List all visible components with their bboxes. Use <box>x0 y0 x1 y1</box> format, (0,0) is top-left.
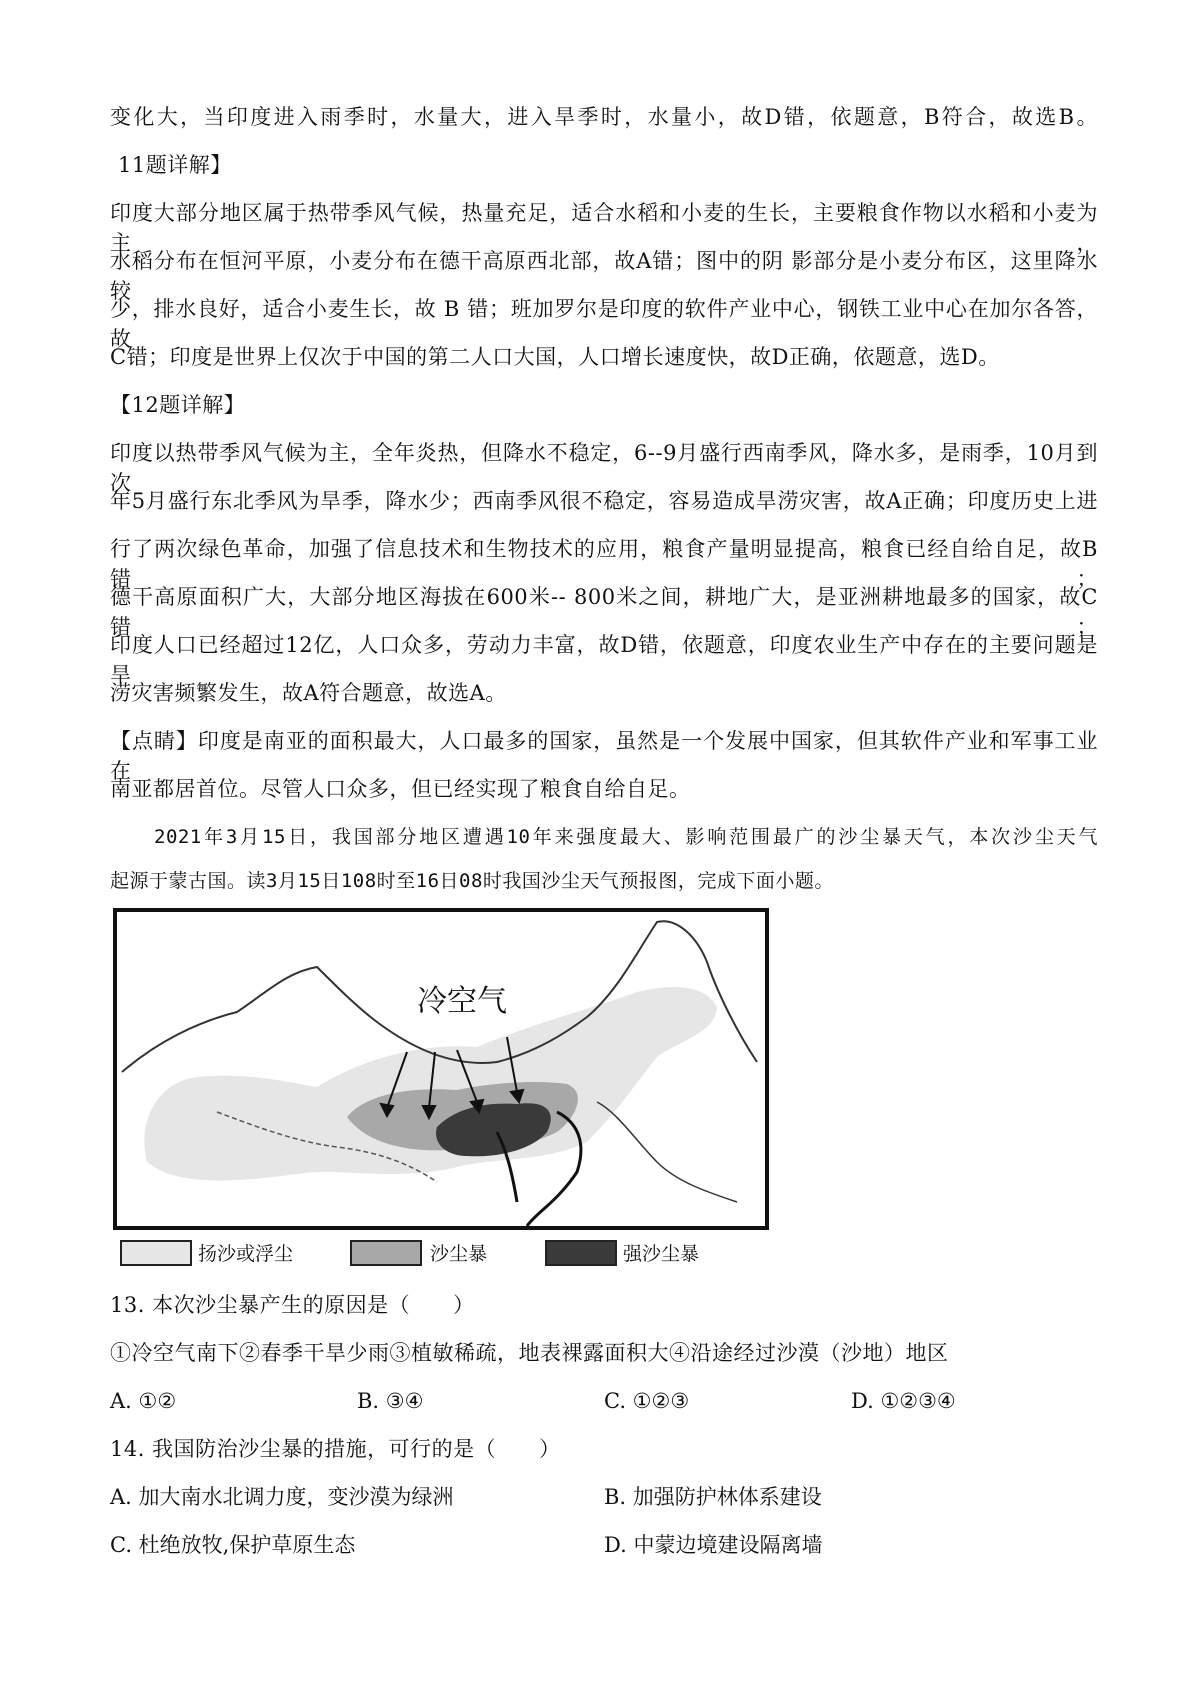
key-point-note-line: 【点睛】印度是南亚的面积最大，人口最多的国家，虽然是一个发展中国家，但其软件产业和军事工业在 <box>110 729 1098 783</box>
q12-explanation-line: 印度以热带季风气候为主，全年炎热，但降水不稳定，6--9月盛行西南季风，降水多，是雨季，10月到次 <box>110 441 1098 495</box>
q14-option-b[interactable]: B. 加强防护林体系建设 <box>604 1485 822 1509</box>
q11-explanation-line: 少，排水良好，适合小麦生长，故 B 错；班加罗尔是印度的软件产业中心，钢铁工业中心在加尔各答，故 <box>110 297 1098 351</box>
q14-stem: 14. 我国防治沙尘暴的措施，可行的是（ ） <box>110 1437 561 1461</box>
q12-explanation-line: 德干高原面积广大，大部分地区海拔在600米-- 800米之间，耕地广大，是亚洲耕地最多的国家，故C错； <box>110 585 1098 639</box>
q11-explanation-line: 水稻分布在恒河平原，小麦分布在德干高原西北部，故A错；图中的阴 影部分是小麦分布区，这里降水较 <box>110 249 1098 303</box>
q14-option-c[interactable]: C. 杜绝放牧,保护草原生态 <box>110 1533 356 1557</box>
key-point-note-line: 南亚都居首位。尽管人口众多，但已经实现了粮食自给自足。 <box>110 777 691 801</box>
map-drawing <box>117 912 765 1226</box>
legend-swatch-light-dust <box>120 1240 192 1266</box>
q11-explanation-heading: 11题详解】 <box>118 153 232 177</box>
q13-option-a[interactable]: A. ①② <box>110 1389 177 1413</box>
map-legend <box>120 1240 780 1270</box>
q11-explanation-line: 印度大部分地区属于热带季风气候，热量充足，适合水稻和小麦的生长，主要粮食作物以水稻和小麦为主， <box>110 201 1098 255</box>
q12-explanation-line: 行了两次绿色革命，加强了信息技术和生物技术的应用，粮食产量明显提高，粮食已经自给自足，故B错； <box>110 537 1098 591</box>
q12-explanation-line: 涝灾害频繁发生，故A符合题意，故选A。 <box>110 681 507 705</box>
material-intro-line: 起源于蒙古国。读3月15日108时至16日08时我国沙尘天气预报图，完成下面小题。 <box>110 870 834 892</box>
q11-explanation-line: C错；印度是世界上仅次于中国的第二人口大国，人口增长速度快，故D正确，依题意，选D。 <box>110 345 1000 369</box>
material-intro-line: 2021年3月15日，我国部分地区遭遇10年来强度最大、影响范围最广的沙尘暴天气，本次沙尘天气 <box>154 826 1098 848</box>
answer-paragraph-line: 变化大，当印度进入雨季时，水量大，进入旱季时，水量小，故D错，依题意，B符合，故选B。 <box>110 105 1098 129</box>
q14-option-d[interactable]: D. 中蒙边境建设隔离墙 <box>604 1533 823 1557</box>
q14-option-a[interactable]: A. 加大南水北调力度，变沙漠为绿洲 <box>110 1485 454 1509</box>
dust-weather-forecast-map <box>113 908 769 1230</box>
q13-stem: 13. 本次沙尘暴产生的原因是（ ） <box>110 1293 475 1317</box>
q13-option-d[interactable]: D. ①②③④ <box>851 1389 956 1413</box>
cold-air-label: 冷空气 <box>417 984 507 1019</box>
q12-explanation-line: 年5月盛行东北季风为旱季，降水少；西南季风很不稳定，容易造成旱涝灾害，故A正确；印度历史上进 <box>110 489 1098 513</box>
q12-explanation-heading: 【12题详解】 <box>110 393 246 417</box>
legend-label: 沙尘暴 <box>430 1243 488 1265</box>
q13-option-b[interactable]: B. ③④ <box>357 1389 424 1413</box>
legend-label: 强沙尘暴 <box>623 1243 700 1265</box>
legend-swatch-strong-dust-storm <box>545 1240 617 1266</box>
q13-statement: ①冷空气南下②春季干旱少雨③植敏稀疏，地表裸露面积大④沿途经过沙漠（沙地）地区 <box>110 1341 949 1365</box>
q13-option-c[interactable]: C. ①②③ <box>604 1389 690 1413</box>
legend-swatch-dust-storm <box>350 1240 422 1266</box>
legend-label: 扬沙或浮尘 <box>198 1243 294 1265</box>
q12-explanation-line: 印度人口已经超过12亿，人口众多，劳动力丰富，故D错，依题意，印度农业生产中存在的主要问题是旱 <box>110 633 1098 687</box>
